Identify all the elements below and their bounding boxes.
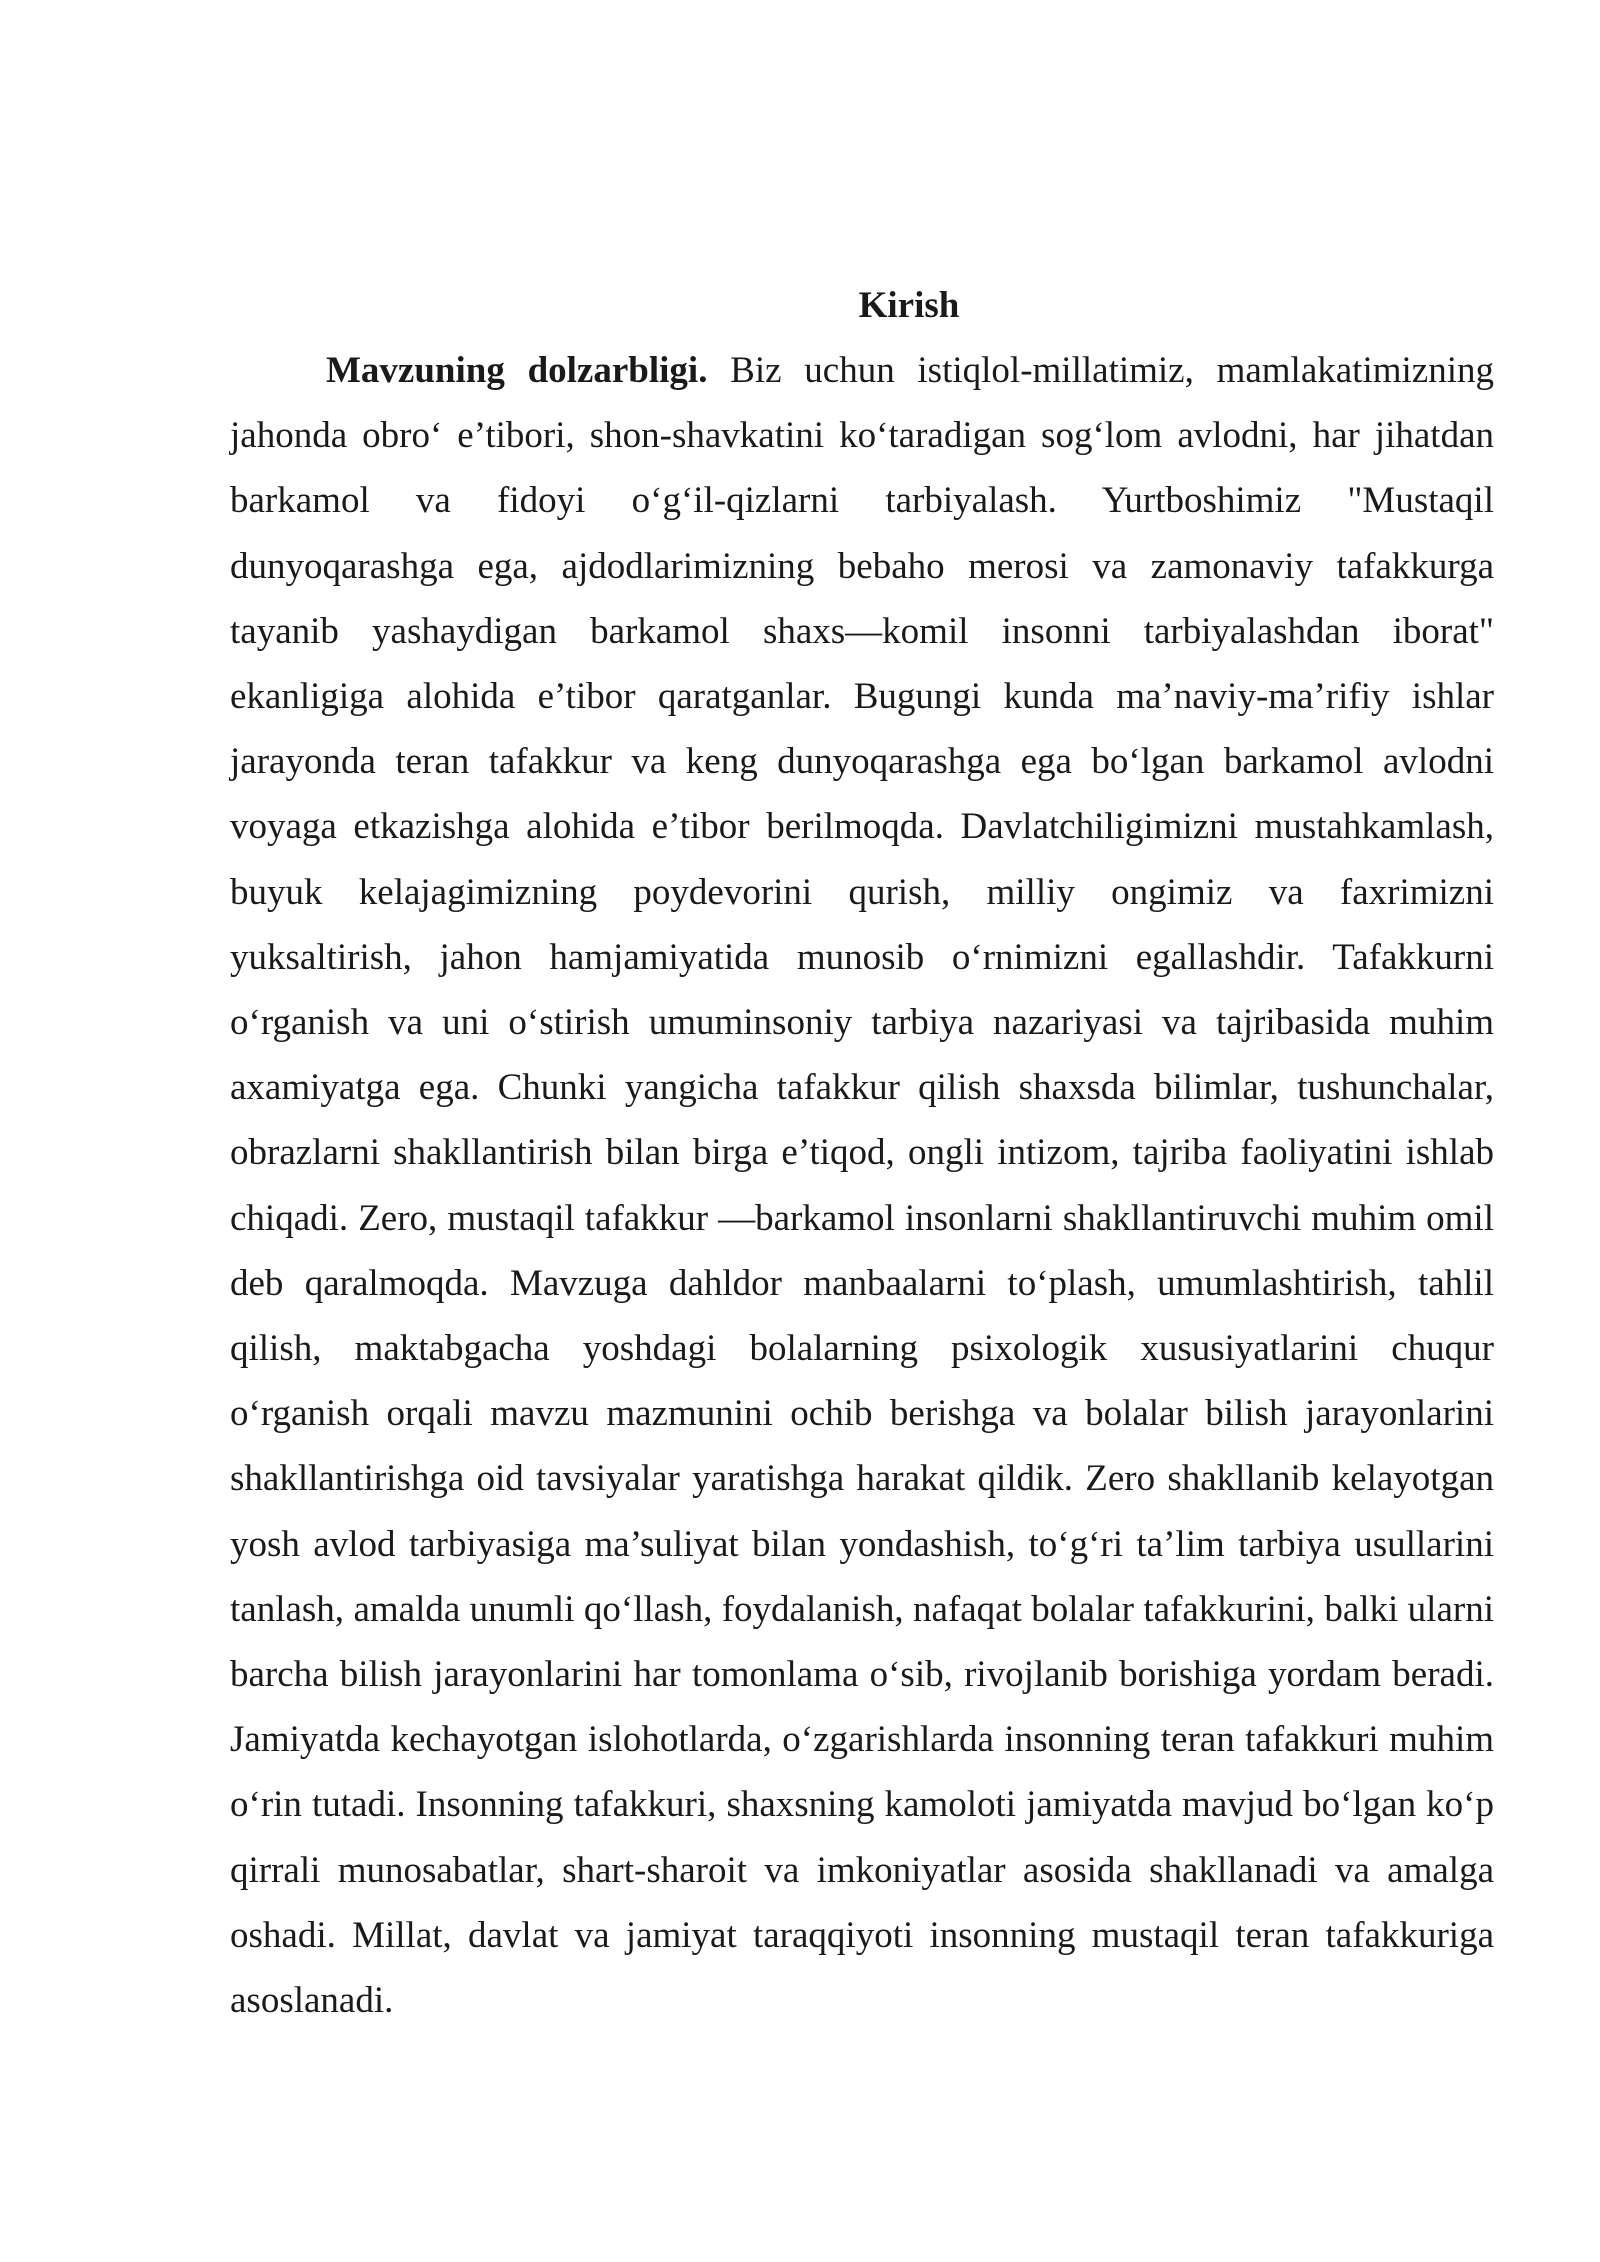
page-content	[230, 280, 1494, 2033]
lead-phrase: Mavzuning dolzarbligi.	[326, 350, 708, 391]
paragraph-text: Biz uchun istiqlol-millatimiz, mamlakatimizning jahonda obro‘ e’tibori, shon-shavkatini ko‘taradigan sog‘lom avlodni, har jihatdan barkamol va fidoyi o‘g‘il-qizlarni tarbiyalash. Yurtboshimiz "Mustaqil dunyoqarashga ega, ajdodlarimizning bebaho merosi va zamonaviy tafakkurga tayanib yashaydigan barkamol shaxs—komil insonni tarbiyalashdan iborat" ekanligiga alohida e’tibor qaratganlar. Bugungi kunda ma’naviy-ma’rifiy ishlar jarayonda teran tafakkur va keng dunyoqarashga ega bo‘lgan barkamol avlodni voyaga etkazishga alohida e’tibor berilmoqda. Davlatchiligimizni mustahkamlash, buyuk kelajagimizning poydevorini qurish, milliy ongimiz va faxrimizni yuksaltirish, jahon hamjamiyatida munosib o‘rnimizni egallashdir. Tafakkurni o‘rganish va uni o‘stirish umuminsoniy tarbiya nazariyasi va tajribasida muhim axamiyatga ega. Chunki yangicha tafakkur qilish shaxsda bilimlar, tushunchalar, obrazlarni shakllantirish bilan birga e’tiqod, ongli intizom, tajriba faoliyatini ishlab chiqadi. Zero, mustaqil tafakkur —barkamol insonlarni shakllantiruvchi muhim omil deb qaralmoqda. Mavzuga dahldor manbaalarni to‘plash, umumlashtirish, tahlil qilish, maktabgacha yoshdagi bolalarning psixologik xususiyatlarini chuqur o‘rganish orqali mavzu mazmunini ochib berishga va bolalar bilish jarayonlarini shakllantirishga oid tavsiyalar yaratishga harakat qildik. Zero shakllanib kelayotgan yosh avlod tarbiyasiga ma’suliyat bilan yondashish, to‘g‘ri ta’lim tarbiya usullarini tanlash, amalda unumli qo‘llash, foydalanish, nafaqat bolalar tafakkurini, balki ularni barcha bilish jarayonlarini har tomonlama o‘sib, rivojlanib borishiga yordam beradi. Jamiyatda kechayotgan islohotlarda, o‘zgarishlarda insonning teran tafakkuri muhim o‘rin tutadi. Insonning tafakkuri, shaxsning kamoloti jamiyatda mavjud bo‘lgan ko‘p qirrali munosabatlar, shart-sharoit va imkoniyatlar asosida shakllanadi va amalga oshadi. Millat, davlat va jamiyat taraqqiyoti insonning mustaqil teran tafakkuriga asoslanadi.	[230, 350, 1494, 2022]
body-paragraph	[230, 338, 1494, 2033]
section-heading: Kirish	[858, 285, 960, 326]
